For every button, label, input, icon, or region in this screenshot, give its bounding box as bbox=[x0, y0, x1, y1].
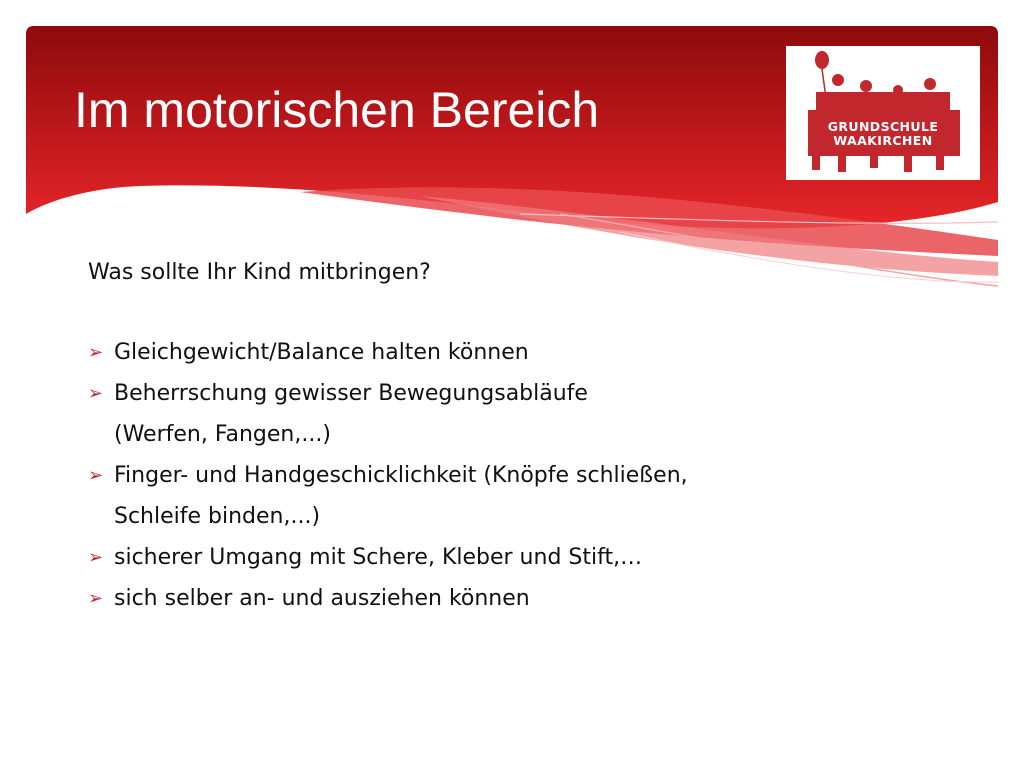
bullet-text: Finger- und Handgeschicklichkeit (Knöpfe schließen, bbox=[114, 463, 688, 488]
bullet-text: Beherrschung gewisser Bewegungsabläufe bbox=[114, 381, 588, 406]
bullet-text: sicherer Umgang mit Schere, Kleber und Stift,… bbox=[114, 545, 643, 570]
arrow-bullet-icon: ➢ bbox=[88, 547, 104, 568]
bullet-text-continuation: Schleife binden,...) bbox=[114, 504, 321, 529]
school-logo bbox=[786, 46, 980, 180]
logo-text-line1: GRUNDSCHULE bbox=[827, 119, 939, 134]
arrow-bullet-icon: ➢ bbox=[88, 465, 104, 486]
slide-body bbox=[88, 258, 968, 619]
bullet-item bbox=[88, 578, 968, 619]
arrow-bullet-icon: ➢ bbox=[88, 342, 104, 363]
intro-text: Was sollte Ihr Kind mitbringen? bbox=[88, 260, 431, 285]
bullet-item bbox=[88, 373, 968, 455]
arrow-bullet-icon: ➢ bbox=[88, 383, 104, 404]
bullet-list bbox=[88, 332, 968, 619]
arrow-bullet-icon: ➢ bbox=[88, 588, 104, 609]
bullet-item bbox=[88, 332, 968, 373]
logo-text-line2: WAAKIRCHEN bbox=[833, 133, 933, 148]
slide-title: Im motorischen Bereich bbox=[74, 82, 600, 138]
bullet-item bbox=[88, 455, 968, 537]
bullet-item bbox=[88, 537, 968, 578]
bullet-text: Gleichgewicht/Balance halten können bbox=[114, 340, 529, 365]
bullet-text: sich selber an- und ausziehen können bbox=[114, 586, 530, 611]
bullet-text-continuation: (Werfen, Fangen,...) bbox=[114, 422, 331, 447]
